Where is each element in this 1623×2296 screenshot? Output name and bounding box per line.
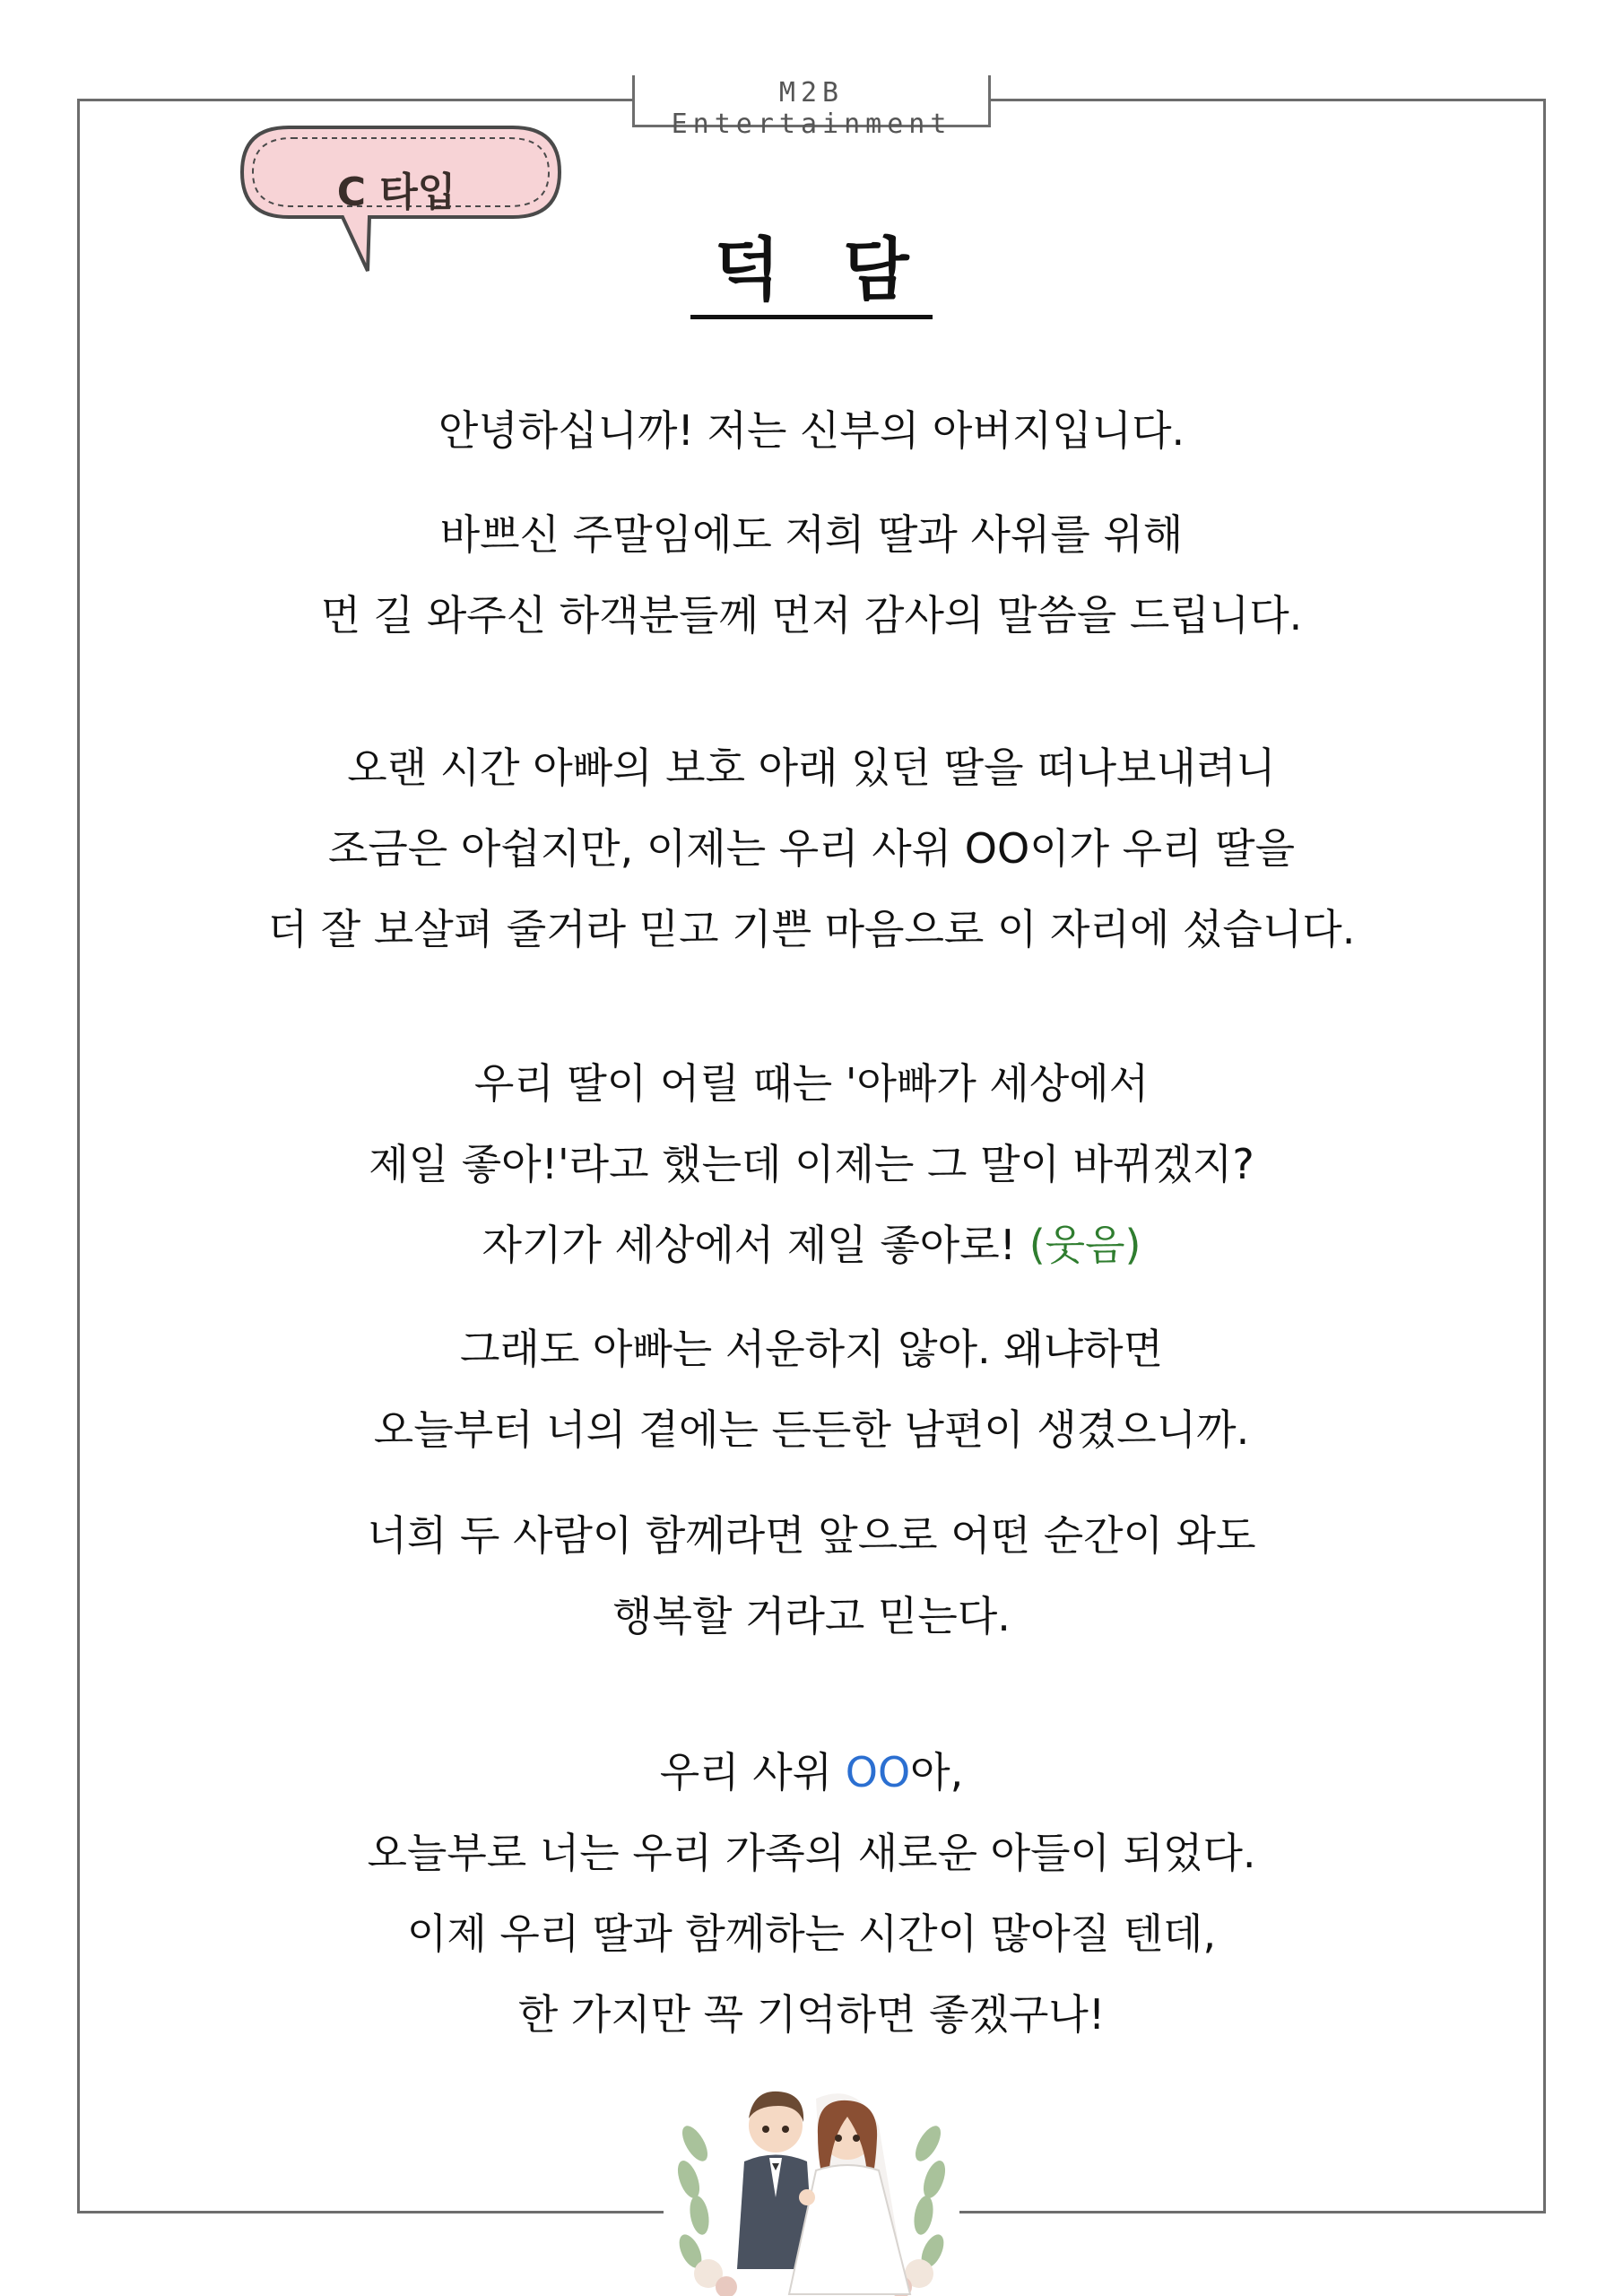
laugh-note: (웃음) [1028,1221,1141,1269]
brand-name: M2B Entertainment [671,77,952,140]
speech-line: 더 잘 보살펴 줄거라 믿고 기쁜 마음으로 이 자리에 섰습니다. [267,905,1356,953]
speech-line: 이제 우리 딸과 함께하는 시간이 많아질 텐데, [406,1909,1217,1958]
bride-and-groom-illustration [664,2063,959,2296]
title-text: 덕 담 [690,230,932,319]
speech-text: 자기가 세상에서 제일 좋아로! [482,1221,1029,1269]
speech-line: 오랜 시간 아빠의 보호 아래 있던 딸을 떠나보내려니 [347,744,1276,792]
speech-line: 행복할 거라고 믿는다. [612,1592,1011,1640]
speech-line-with-note [108,1218,1515,1272]
speech-line: 오늘부터 너의 곁에는 든든한 남편이 생겼으니까. [373,1405,1250,1454]
speech-line: 그래도 아빠는 서운하지 않아. 왜냐하면 [459,1325,1164,1373]
speech-line: 먼 길 와주신 하객분들께 먼저 감사의 말씀을 드립니다. [320,591,1303,639]
speech-line: 한 가지만 꼭 기억하면 좋겠구나! [517,1990,1106,2039]
speech-line: 너희 두 사람이 함께라면 앞으로 어떤 순간이 와도 [367,1511,1256,1560]
speech-line: 안녕하십니까! 저는 신부의 아버지입니다. [438,406,1185,455]
speech-line: 조금은 아쉽지만, 이제는 우리 사위 OO이가 우리 딸을 [327,824,1296,873]
type-badge-label: C 타입 [336,170,456,215]
speech-line: 우리 딸이 어릴 때는 '아빠가 세상에서 [473,1059,1150,1108]
speech-line: 제일 좋아!'라고 했는데 이제는 그 말이 바뀌겠지? [369,1140,1254,1188]
speech-text: 우리 사위 [659,1748,846,1796]
speech-line: 바쁘신 주말임에도 저희 딸과 사위를 위해 [439,510,1184,559]
speech-line: 오늘부로 너는 우리 가족의 새로운 아들이 되었다. [367,1829,1256,1877]
page-title [632,215,991,313]
speech-text-suffix: 아, [910,1748,964,1796]
son-in-law-name: OO [845,1748,911,1796]
speech-line-with-name [108,1745,1515,1799]
